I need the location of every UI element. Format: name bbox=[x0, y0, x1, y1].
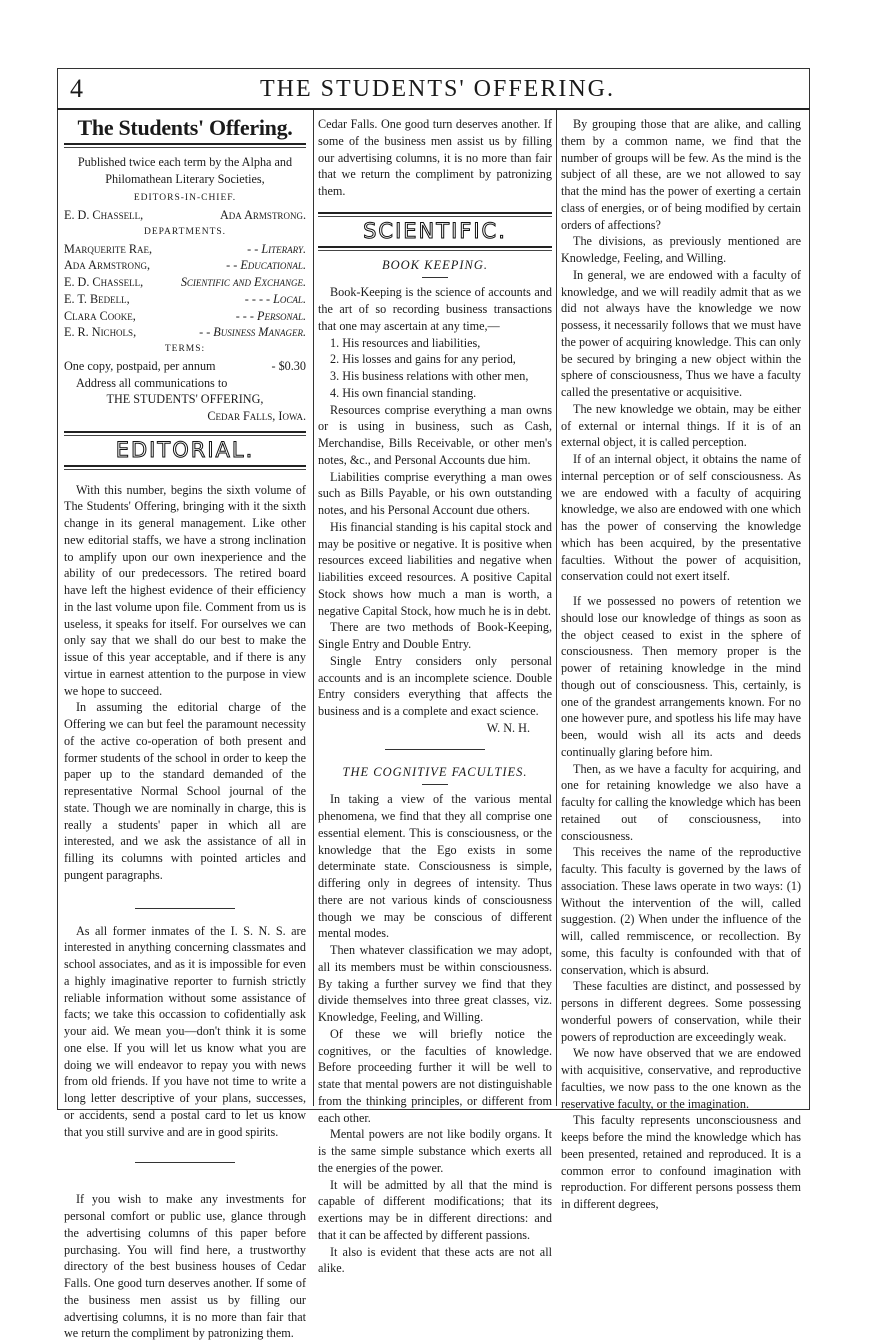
article-paragraph: Of these we will briefly notice the cognitives, or the faculties of knowledge. Before proceeding further it will be well to state that mental powers are not distinguishable from the thinking principles, or different from each other. bbox=[318, 1026, 552, 1125]
column-2 bbox=[318, 116, 552, 1277]
column-divider bbox=[556, 110, 557, 1106]
editorial-heading: EDITORIAL. bbox=[115, 437, 255, 462]
page-title: THE STUDENTS' OFFERING. bbox=[260, 76, 615, 102]
column-3 bbox=[561, 116, 801, 1213]
editors-label: EDITORS-IN-CHIEF. bbox=[133, 193, 237, 204]
terms-label: TERMS: bbox=[164, 344, 206, 354]
department-row bbox=[64, 274, 306, 291]
divider bbox=[385, 749, 485, 750]
header-rule bbox=[57, 108, 810, 110]
department: - - - - Local. bbox=[244, 291, 306, 306]
column-1 bbox=[64, 115, 306, 1341]
terms-item: One copy, postpaid, per annum bbox=[64, 358, 216, 373]
staff-name: Marquerite Rae, bbox=[64, 241, 153, 256]
staff-name: Clara Cooke, bbox=[64, 308, 136, 323]
article-paragraph: The new knowledge we obtain, may be either of external or internal things. If it is of an external object, it is called perception. bbox=[561, 401, 801, 450]
department: - - - Personal. bbox=[235, 308, 306, 323]
department: - - Business Manager. bbox=[199, 325, 306, 340]
terms-price: - $0.30 bbox=[271, 358, 306, 373]
editor-name: Ada Armstrong. bbox=[219, 208, 306, 222]
divider bbox=[422, 277, 448, 278]
page-number: 4 bbox=[70, 74, 83, 103]
article-paragraph: Book-Keeping is the science of accounts and the art of so recording business transactions that one may ascertain at any time,— bbox=[318, 285, 552, 333]
article-paragraph: Then whatever classification we may adopt, all its members must be within consciousness. By taking a further survey we find that they divide themselves into three great classes, viz. Knowledge, Feeling, and Willing. bbox=[318, 943, 552, 1024]
address-city: Cedar Falls, Iowa. bbox=[207, 409, 306, 423]
rule bbox=[64, 465, 306, 470]
article-paragraph: Then, as we have a faculty for acquiring, and one for retaining knowledge we also have a faculty for calling the knowledge which has been retained out of consciousness, into consciousness. bbox=[561, 761, 801, 843]
department-row bbox=[64, 257, 306, 274]
terms-row bbox=[64, 358, 306, 375]
address-name: THE STUDENTS' OFFERING, bbox=[106, 392, 264, 407]
article-paragraph: Liabilities comprise everything a man owes such as Bills Payable, or his own outstanding notes, and his Personal Account due others. bbox=[318, 469, 552, 517]
article-paragraph: In taking a view of the various mental phenomena, we find that they all comprise one essential element. This is consciousness, or the knowledge that the Ego exists in some determinate state. Consciousness is simple, differing only in degrees of intensity. Thus there are not various kinds of consciousness though we may be conscious of different mental modes. bbox=[318, 792, 552, 941]
rule bbox=[64, 431, 306, 436]
department-row bbox=[64, 291, 306, 308]
editorial-paragraph: With this number, begins the sixth volume of The Students' Offering, bringing with it the sixth change in its general management. Like other new editorial staffs, we have a strong inclination to amplify upon our own inexperience and the ability of our predecessors. The retired board have left the highest evidence of their efficiency in the last volume upon file. Comment from us is useless, it speaks for itself. For ourselves we can only say that we shall do our best to make the issue of this year acceptable, and if there is any virtue in earnest attention to the purpose in view we hope to succeed. bbox=[64, 482, 306, 698]
masthead-title: The Students' Offering. bbox=[77, 115, 293, 140]
department-row bbox=[64, 241, 306, 258]
article-title: THE COGNITIVE FACULTIES. bbox=[342, 764, 528, 779]
rule bbox=[64, 143, 306, 148]
article-paragraph: It also is evident that these acts are not all alike. bbox=[318, 1244, 552, 1276]
editorial-paragraph: If you wish to make any investments for personal comfort or public use, glance through the advertising columns of this paper before purchasing. You will find here, a trustworthy directory of the best business houses of Cedar Falls. One good turn deserves another. If some of the business men assist us by filling our advertising columns, it is no more than fair that we return the compliment by patronizing them. bbox=[64, 1192, 306, 1341]
article-paragraph: Resources comprise everything a man owns or is using in business, such as Cash, Merchandise, Bills Receivable, or other men's notes, &c., and Personal Accounts due him. bbox=[318, 402, 552, 467]
article-paragraph: We now have observed that we are endowed with acquisitive, conservative, and reproductive faculties, we now pass to the one known as the reservative faculty, or the imagination. bbox=[561, 1046, 801, 1111]
department: Scientific and Exchange. bbox=[180, 275, 306, 289]
list-item: 2. His losses and gains for any period, bbox=[330, 352, 516, 367]
article-paragraph: Single Entry considers only personal accounts and is an incomplete science. Double Entry considers everything that affects the business and is a complete and exact science. bbox=[318, 653, 552, 718]
publication-note: Published twice each term by the Alpha and Philomathean Literary Societies, bbox=[77, 154, 293, 186]
editorial-paragraph: As all former inmates of the I. S. N. S. are interested in anything concerning classmates and school associates, and as it is impossible for even a highly imaginative reporter to furnish strictly reliable information without some assistance of facts; we take this occassion to cofidentially ask your aid. We mean you—don't think it is some one else. If you will let us know what you are doing we will endeavor to repay you with news from old friends. If you have not time to write a long letter descriptive of your plans, successes, or accidents, send a postal card to let us know that you still survive and are in good spirits. bbox=[64, 923, 306, 1139]
column-divider bbox=[313, 110, 314, 1106]
department: - - Educational. bbox=[226, 258, 306, 273]
rule bbox=[318, 246, 552, 251]
list-item: 4. His own financial standing. bbox=[330, 385, 477, 400]
article-paragraph: These faculties are distinct, and possessed by persons in different degrees. Some possessing wonderful powers of conservation, while their powers of reproduction are exceedingly weak. bbox=[561, 979, 801, 1044]
article-paragraph: Mental powers are not like bodily organs. It is the same simple substance which exerts all the energies of the power. bbox=[318, 1127, 552, 1175]
numbered-list bbox=[318, 335, 552, 402]
article-paragraph: If we possessed no powers of retention we should lose our knowledge of things as soon as the object ceased to exist in the sphere of consciousness. Then memory proper is the power of retaining knowledge in the mind though out of consciousness. This, certainly, is one of the grandest arrangements known. For no one however pure, and spotless his life may have been, would wish all its acts and deeds continually glaring before him. bbox=[561, 594, 801, 759]
article-paragraph: By grouping those that are alike, and calling them by a common name, we find that the number of groups will be few. As the mind is the subject of all these, are we not allowed to say that the mind has the power of exerting a certain class of energies, or of being modified by certain orders of affections? bbox=[561, 117, 801, 232]
article-paragraph: It will be admitted by all that the mind is capable of different modifications; that its exertions may be in different directions: and that it can be affected by different passions. bbox=[318, 1177, 552, 1242]
divider bbox=[135, 1162, 235, 1163]
signature: W. N. H. bbox=[486, 720, 530, 735]
divider bbox=[135, 908, 235, 909]
article-paragraph: This faculty represents unconsciousness and keeps before the mind the knowledge which has been presented, retained and reproduced. It is a common error to confound imagination with reproduction. For different persons possess them in different degrees, bbox=[561, 1113, 801, 1211]
list-item: 3. His business relations with other men, bbox=[330, 369, 529, 383]
editors-row bbox=[64, 207, 306, 224]
article-paragraph: If of an internal object, it obtains the name of internal perception or of self consciousness. As we are endowed with a faculty of acquiring knowledge, we also are endowed with one which has the power of conserving the knowledge which has been acquired, by the presentative faculties. Without the power of acquisition, conservation could not exert itself. bbox=[561, 452, 801, 584]
article-paragraph: In general, we are endowed with a faculty of knowledge, and we will readily admit that as we did not always have the knowledge we now possess, it necessarily follows that we must have the power of acquiring knowledge. This can only be secured by bringing a new object within the sphere of consciousness, Thus we have a faculty called the presentative or acquisitive. bbox=[561, 267, 801, 399]
staff-name: E. R. Nichols, bbox=[64, 325, 137, 340]
address-line: Address all communications to bbox=[76, 375, 228, 390]
article-paragraph: His financial standing is his capital stock and may be positive or negative. It is positive when resources exceed liabilities and negative when liabilities exceed resources. A positive Capital Stock shows how much a man is worth, a negative Capital Stock, how much he is in debt. bbox=[318, 519, 552, 618]
article-paragraph: The divisions, as previously mentioned are Knowledge, Feeling, and Willing. bbox=[561, 234, 801, 265]
departments-label: DEPARTMENTS. bbox=[143, 226, 227, 237]
article-paragraph: This receives the name of the reproductive faculty. This faculty is governed by the laws of association. These laws operate in two ways: (1) Without the intervention of the will, called suggestion. (2) When under the influence of the will, called remmiscence, or recollection. By some, this faculty is confounded with that of conservation, which is absurd. bbox=[561, 845, 801, 977]
list-item: 1. His resources and liabilities, bbox=[330, 335, 481, 350]
rule bbox=[318, 212, 552, 217]
article-title: BOOK KEEPING. bbox=[381, 257, 489, 272]
staff-name: Ada Armstrong, bbox=[64, 258, 151, 273]
editor-name: E. D. Chassell, bbox=[64, 208, 144, 222]
article-paragraph: There are two methods of Book-Keeping, Single Entry and Double Entry. bbox=[318, 620, 552, 651]
editorial-continuation: Cedar Falls. One good turn deserves another. If some of the business men assist us by filling our advertising columns, it is no more than fair that we return the compliment by patronizing them. bbox=[318, 117, 552, 198]
department-row bbox=[64, 324, 306, 341]
divider bbox=[422, 784, 448, 785]
department: - - Literary. bbox=[247, 241, 306, 256]
department-row bbox=[64, 308, 306, 325]
staff-name: E. T. Bedell, bbox=[64, 291, 130, 306]
editorial-paragraph: In assuming the editorial charge of the Offering we can but feel the paramount necessity of the active co-operation of both present and former students of the school in order to keep the paper up to the standard demanded of the representative Normal School journal of the state. Though we are nominally in charge, this is really a students' paper in which all are interested, and we ask the assistance of all in filling its columns with pointed articles and pungent paragraphs. bbox=[64, 700, 306, 882]
staff-name: E. D. Chassell, bbox=[64, 275, 144, 289]
scientific-heading: SCIENTIFIC. bbox=[363, 218, 507, 243]
